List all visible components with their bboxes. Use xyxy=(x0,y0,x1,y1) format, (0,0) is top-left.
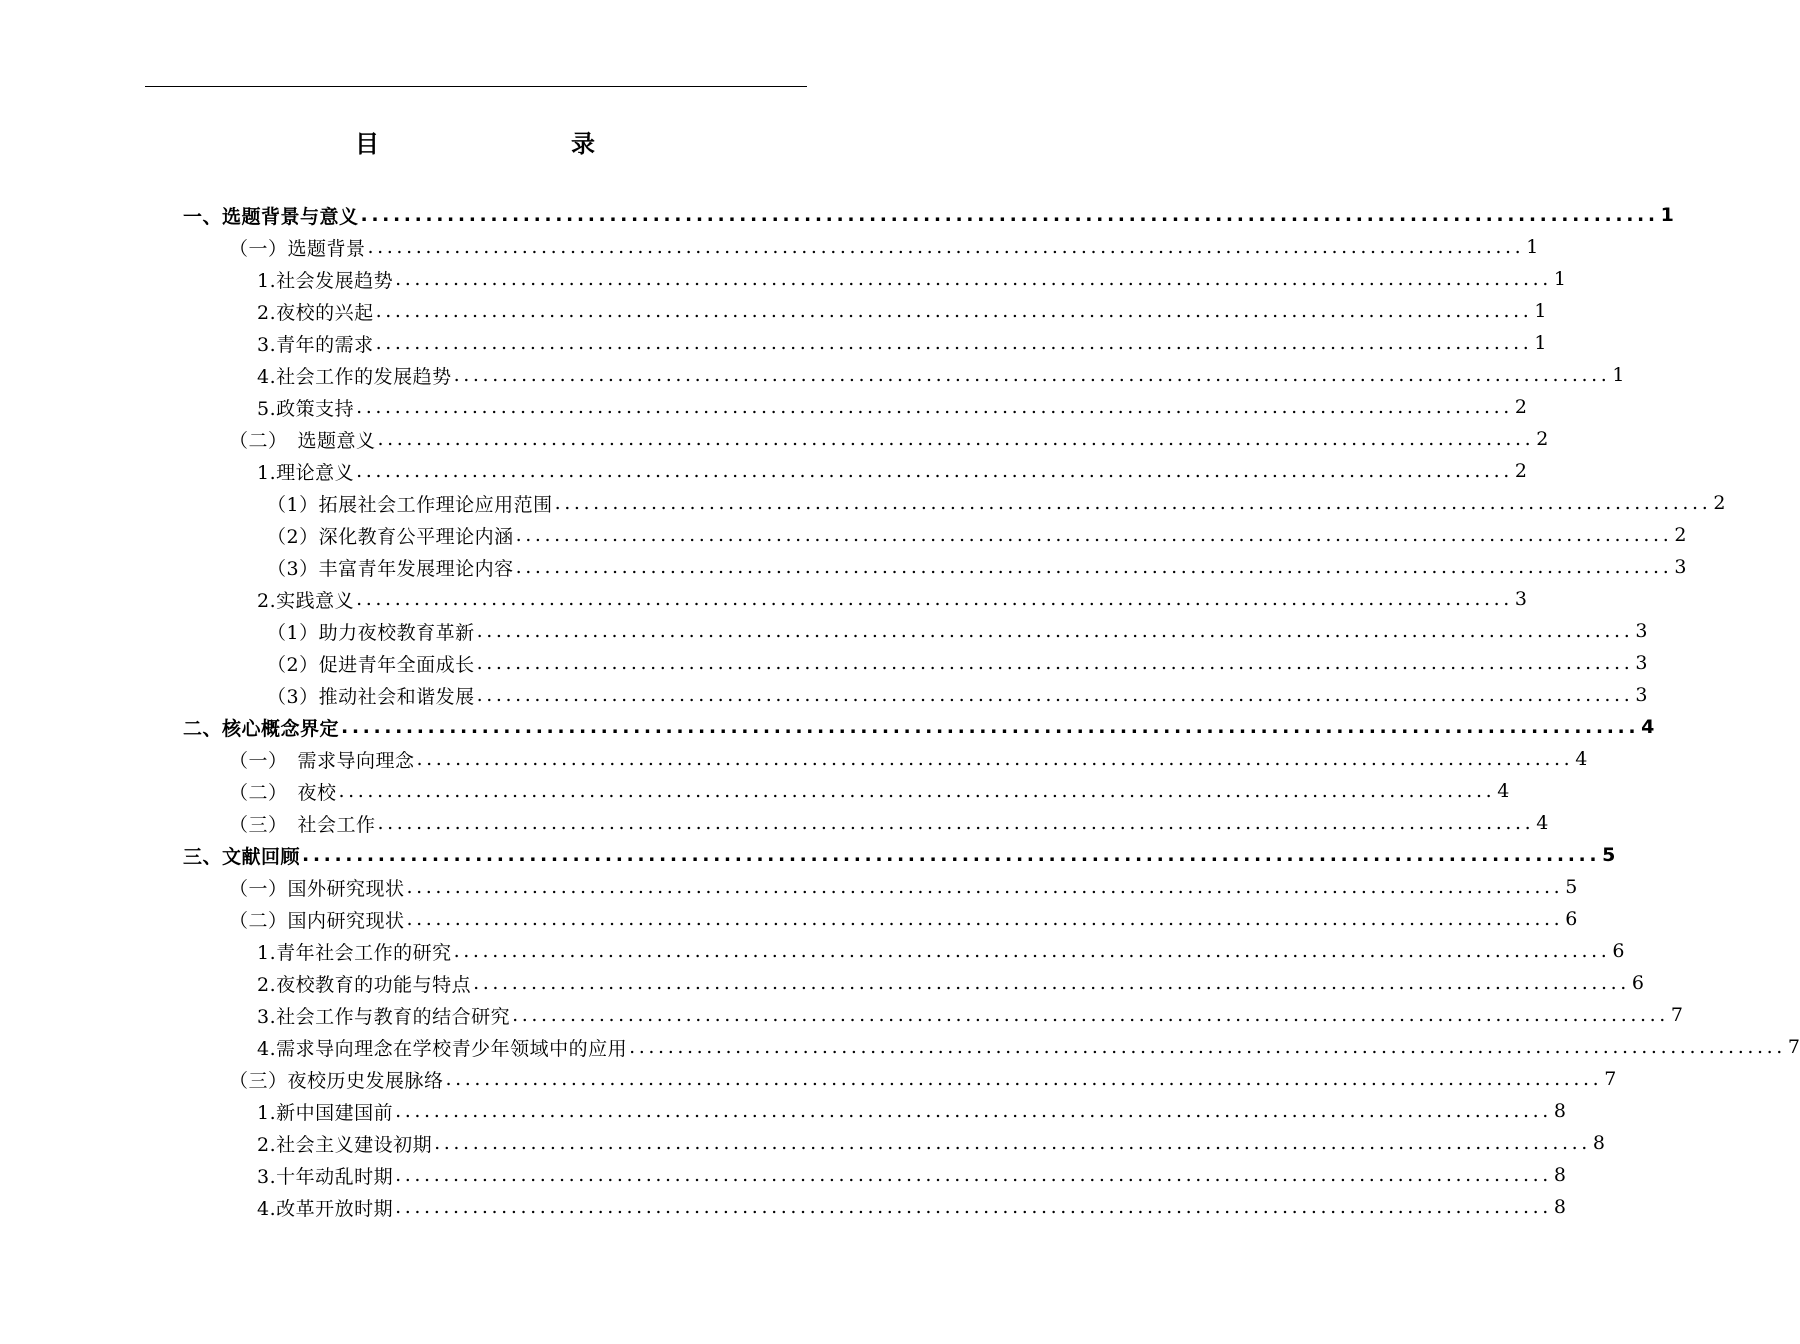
toc-entry[interactable] xyxy=(0,391,1527,423)
toc-entry-text: （一）国外研究现状 xyxy=(229,877,405,900)
toc-page-number: 8 xyxy=(1553,1164,1566,1186)
toc-entry-text: （二）国内研究现状 xyxy=(229,909,405,932)
toc-leader-dots: ........................................................................................................................ xyxy=(375,300,1533,322)
toc-entry[interactable] xyxy=(0,455,1527,487)
toc-entry[interactable] xyxy=(0,1159,1566,1191)
toc-page-number: 7 xyxy=(1787,1036,1800,1058)
toc-entry-text: （二） 夜校 xyxy=(229,781,337,804)
toc-page-number: 2 xyxy=(1674,524,1687,546)
toc-leader-dots: ........................................................................................................................ xyxy=(445,1068,1603,1090)
toc-leader-dots: ........................................................................................................................ xyxy=(377,428,1535,450)
toc-leader-dots: ........................................................................................................................ xyxy=(453,364,1611,386)
toc-page-number: 1 xyxy=(1553,268,1566,290)
toc-entry[interactable] xyxy=(0,519,1687,551)
toc-entry[interactable] xyxy=(0,743,1588,775)
toc-entry[interactable] xyxy=(0,871,1578,903)
toc-page-number: 3 xyxy=(1635,652,1648,674)
toc-page-number: 1 xyxy=(1534,332,1547,354)
toc-page-number: 2 xyxy=(1713,492,1726,514)
toc-page-number: 7 xyxy=(1604,1068,1617,1090)
toc-entry-text: 2.夜校教育的功能与特点 xyxy=(257,973,472,996)
toc-entry[interactable] xyxy=(0,615,1648,647)
toc-leader-dots: ........................................................................................................................ xyxy=(377,812,1535,834)
toc-entry-text: （3）推动社会和谐发展 xyxy=(267,685,475,708)
toc-page-number: 6 xyxy=(1612,940,1625,962)
toc-page-number: 1 xyxy=(1612,364,1625,386)
toc-entry[interactable] xyxy=(0,487,1726,519)
toc-page-number: 1 xyxy=(1534,300,1547,322)
toc-page-number: 2 xyxy=(1536,428,1549,450)
toc-leader-dots: ........................................................................................................................ xyxy=(473,972,1630,994)
toc-entry-text: 2.实践意义 xyxy=(257,589,355,612)
toc-page-number: 4 xyxy=(1575,748,1588,770)
toc-entry[interactable] xyxy=(0,551,1687,583)
toc-entry[interactable] xyxy=(0,679,1648,711)
toc-page-number: 4 xyxy=(1641,716,1655,738)
toc-entry-text: 3.社会工作与教育的结合研究 xyxy=(257,1005,511,1028)
toc-page-number: 8 xyxy=(1553,1100,1566,1122)
toc-page-number: 2 xyxy=(1514,460,1527,482)
toc-entry-text: （一） 需求导向理念 xyxy=(229,749,415,772)
toc-leader-dots: ........................................................................................................................ xyxy=(395,1164,1552,1186)
toc-entry-text: 2.夜校的兴起 xyxy=(257,301,374,324)
toc-entry-text: 4.改革开放时期 xyxy=(257,1197,394,1220)
toc-entry-text: （一）选题背景 xyxy=(229,237,366,260)
toc-leader-dots: ........................................................................................................................ xyxy=(395,268,1552,290)
toc-page-number: 5 xyxy=(1565,876,1578,898)
toc-entry-text: 2.社会主义建设初期 xyxy=(257,1133,433,1156)
toc-entry-text: 4.社会工作的发展趋势 xyxy=(257,365,452,388)
toc-entry[interactable] xyxy=(0,839,1616,871)
toc-page-number: 6 xyxy=(1565,908,1578,930)
toc-entry-text: （1）助力夜校教育革新 xyxy=(267,621,475,644)
toc-page-number: 1 xyxy=(1660,204,1674,226)
toc-entry[interactable] xyxy=(0,903,1578,935)
toc-leader-dots: ........................................................................................................................ xyxy=(476,620,1634,642)
toc-leader-dots: ........................................................................................................................ xyxy=(338,780,1496,802)
toc-entry-text: 1.新中国建国前 xyxy=(257,1101,394,1124)
toc-leader-dots: ........................................................................................................................ xyxy=(512,1004,1669,1026)
toc-entry[interactable] xyxy=(0,1063,1617,1095)
toc-entry[interactable] xyxy=(0,807,1549,839)
toc-entry-text: 一、选题背景与意义 xyxy=(183,205,359,228)
toc-leader-dots: ........................................................................................................................ xyxy=(341,716,1640,738)
toc-page-number: 1 xyxy=(1526,236,1539,258)
toc-entry-text: （三） 社会工作 xyxy=(229,813,376,836)
toc-leader-dots: ........................................................................................................................ xyxy=(453,940,1611,962)
toc-entry[interactable] xyxy=(0,999,1683,1031)
toc-entry-text: （2）促进青年全面成长 xyxy=(267,653,475,676)
toc-entry-text: 二、核心概念界定 xyxy=(183,717,340,740)
toc-entry[interactable] xyxy=(0,935,1625,967)
toc-leader-dots: ........................................................................................................................ xyxy=(476,684,1634,706)
toc-entry[interactable] xyxy=(0,295,1547,327)
toc-page-number: 8 xyxy=(1553,1196,1566,1218)
toc-entry[interactable] xyxy=(0,647,1648,679)
toc-leader-dots: ........................................................................................................................ xyxy=(629,1036,1786,1058)
toc-entry-text: （三）夜校历史发展脉络 xyxy=(229,1069,444,1092)
toc-entry-text: 1.理论意义 xyxy=(257,461,355,484)
toc-entry-text: （二） 选题意义 xyxy=(229,429,376,452)
toc-entry[interactable] xyxy=(0,1095,1566,1127)
toc-entry-text: 3.青年的需求 xyxy=(257,333,374,356)
toc-leader-dots: ........................................................................................................................ xyxy=(395,1100,1552,1122)
toc-entry[interactable] xyxy=(0,199,1674,231)
toc-entry-text: （1）拓展社会工作理论应用范围 xyxy=(267,493,553,516)
toc-page-number: 4 xyxy=(1536,812,1549,834)
toc-title: 目 录 xyxy=(355,130,643,158)
toc-leader-dots: ........................................................................................................................ xyxy=(367,236,1525,258)
toc-entry[interactable] xyxy=(0,231,1539,263)
toc-entry-text: （3）丰富青年发展理论内容 xyxy=(267,557,514,580)
toc-entry[interactable] xyxy=(0,583,1527,615)
toc-page-number: 6 xyxy=(1631,972,1644,994)
toc-entry[interactable] xyxy=(0,967,1644,999)
toc-leader-dots: ........................................................................................................................ xyxy=(302,844,1601,866)
toc-page-number: 3 xyxy=(1674,556,1687,578)
toc-entry-text: 5.政策支持 xyxy=(257,397,355,420)
header-rule xyxy=(145,86,807,87)
toc-leader-dots: ........................................................................................................................ xyxy=(476,652,1634,674)
toc-page-number: 3 xyxy=(1514,588,1527,610)
table-of-contents xyxy=(0,199,1800,1223)
toc-leader-dots: ........................................................................................................................ xyxy=(360,204,1659,226)
toc-entry[interactable] xyxy=(0,263,1566,295)
toc-leader-dots: ........................................................................................................................ xyxy=(356,396,1513,418)
toc-entry-text: 4.需求导向理念在学校青少年领域中的应用 xyxy=(257,1037,628,1060)
toc-entry[interactable] xyxy=(0,359,1625,391)
toc-entry[interactable] xyxy=(0,1031,1800,1063)
toc-leader-dots: ........................................................................................................................ xyxy=(356,460,1513,482)
toc-entry[interactable] xyxy=(0,327,1547,359)
toc-leader-dots: ........................................................................................................................ xyxy=(406,908,1564,930)
toc-entry[interactable] xyxy=(0,423,1549,455)
toc-entry-text: 三、文献回顾 xyxy=(183,845,301,868)
toc-entry[interactable] xyxy=(0,1127,1605,1159)
toc-entry-text: 1.青年社会工作的研究 xyxy=(257,941,452,964)
toc-page-number: 3 xyxy=(1635,620,1648,642)
toc-leader-dots: ........................................................................................................................ xyxy=(395,1196,1552,1218)
toc-page-number: 3 xyxy=(1635,684,1648,706)
toc-leader-dots: ........................................................................................................................ xyxy=(434,1132,1591,1154)
toc-leader-dots: ........................................................................................................................ xyxy=(406,876,1564,898)
toc-entry[interactable] xyxy=(0,1191,1566,1223)
toc-leader-dots: ........................................................................................................................ xyxy=(515,556,1673,578)
toc-page-number: 2 xyxy=(1514,396,1527,418)
toc-entry[interactable] xyxy=(0,711,1655,743)
toc-page-number: 4 xyxy=(1497,780,1510,802)
toc-entry[interactable] xyxy=(0,775,1510,807)
toc-leader-dots: ........................................................................................................................ xyxy=(375,332,1533,354)
toc-page-number: 5 xyxy=(1602,844,1616,866)
toc-leader-dots: ........................................................................................................................ xyxy=(554,492,1712,514)
toc-page-number: 7 xyxy=(1670,1004,1683,1026)
toc-entry-text: 1.社会发展趋势 xyxy=(257,269,394,292)
toc-leader-dots: ........................................................................................................................ xyxy=(515,524,1673,546)
toc-entry-text: （2）深化教育公平理论内涵 xyxy=(267,525,514,548)
toc-entry-text: 3.十年动乱时期 xyxy=(257,1165,394,1188)
toc-leader-dots: ........................................................................................................................ xyxy=(416,748,1574,770)
toc-page-number: 8 xyxy=(1592,1132,1605,1154)
toc-leader-dots: ........................................................................................................................ xyxy=(356,588,1513,610)
